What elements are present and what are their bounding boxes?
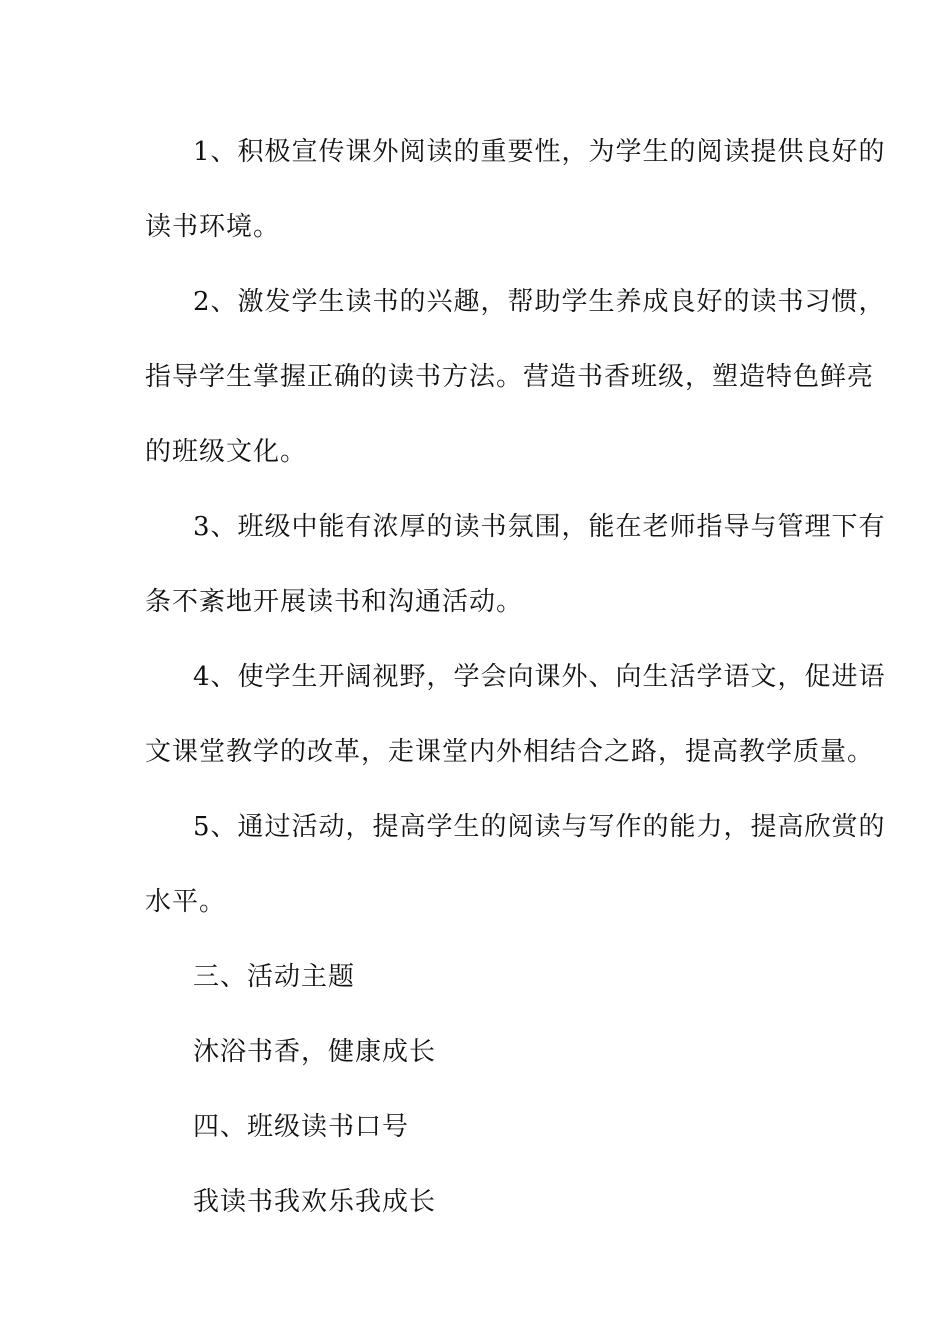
paragraph-line: 2、激发学生读书的兴趣，帮助学生养成良好的读书习惯， [193,287,886,317]
activity-theme-text: 沐浴书香，健康成长 [193,1037,437,1067]
paragraph-line: 文课堂教学的改革，走课堂内外相结合之路，提高教学质量。 [145,737,875,767]
paragraph-line: 条不紊地开展读书和沟通活动。 [145,587,524,617]
section-heading-reading-slogan: 四、班级读书口号 [193,1112,410,1142]
paragraph-line: 的班级文化。 [145,437,308,467]
reading-slogan-text: 我读书我欢乐我成长 [193,1187,437,1217]
paragraph-line: 5、通过活动，提高学生的阅读与写作的能力，提高欣赏的 [193,812,886,842]
paragraph-line: 水平。 [145,887,227,917]
paragraph-line: 1、积极宣传课外阅读的重要性，为学生的阅读提供良好的 [193,137,886,167]
paragraph-line: 指导学生掌握正确的读书方法。营造书香班级，塑造特色鲜亮 [145,362,875,392]
paragraph-line: 3、班级中能有浓厚的读书氛围，能在老师指导与管理下有 [193,512,886,542]
section-heading-activity-theme: 三、活动主题 [193,962,356,992]
paragraph-line: 4、使学生开阔视野，学会向课外、向生活学语文，促进语 [193,662,886,692]
paragraph-line: 读书环境。 [145,212,281,242]
